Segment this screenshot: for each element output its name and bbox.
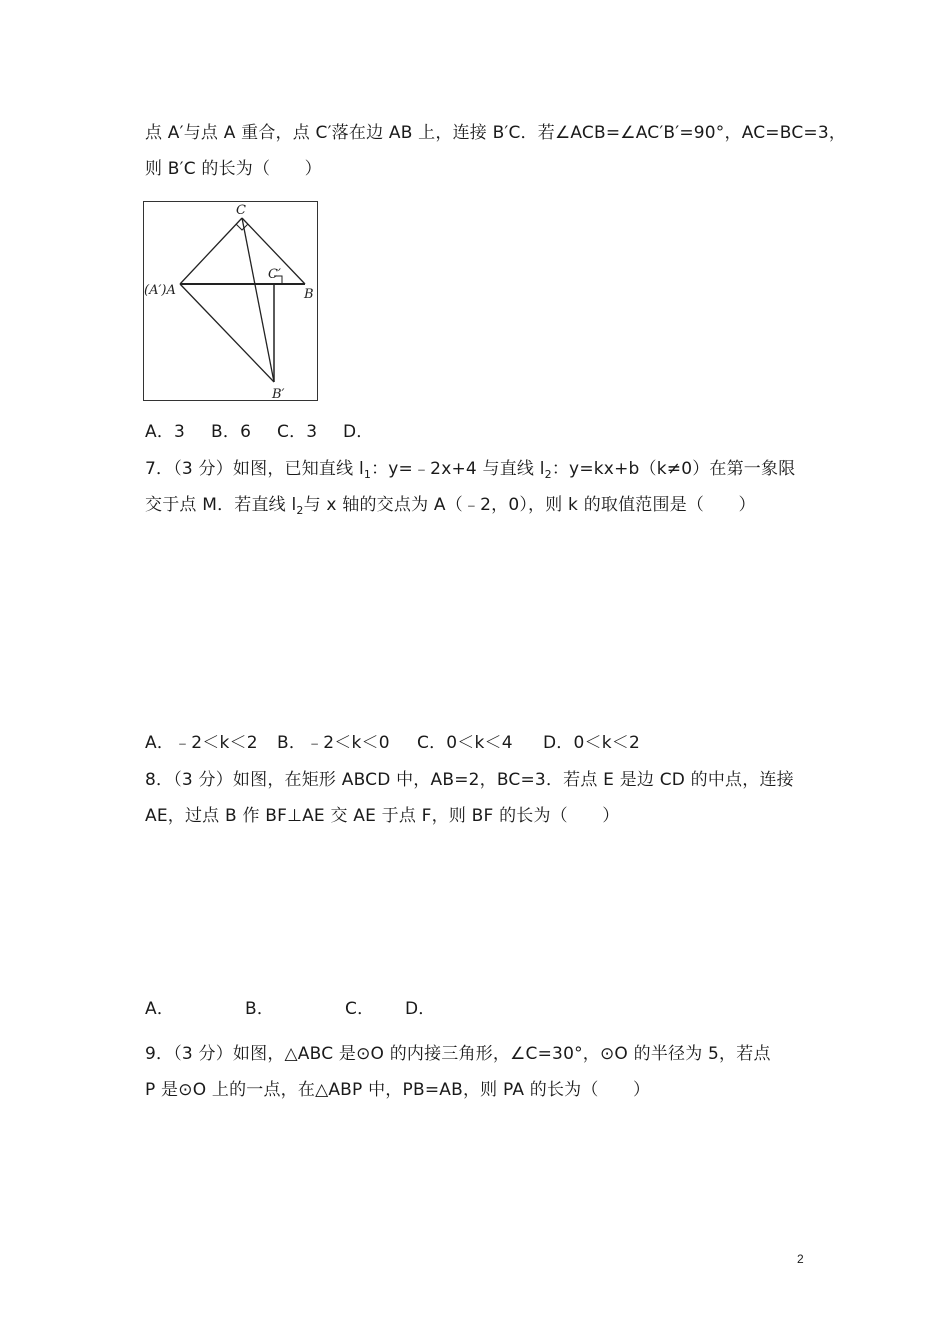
q7-text-line-2: [145, 494, 756, 516]
q7-subscript-1: 1: [363, 468, 372, 481]
label-a: (A′)A: [144, 283, 176, 298]
q6-text-line-2: 则 B′C 的长为（ ）: [145, 159, 322, 179]
q7-text-part-2: ：y=﹣2x+4 与直线 l: [371, 459, 545, 479]
segment-b-prime-c: [242, 218, 274, 382]
page-number: 2: [797, 1252, 804, 1266]
q7-option-c: C．0＜k＜4: [417, 733, 513, 753]
q9-text-line-1: 9．（3 分）如图，△ABC 是⊙O 的内接三角形，∠C=30°，⊙O 的半径为 5，若点: [145, 1044, 771, 1064]
q9-text-line-2: P 是⊙O 上的一点，在△ABP 中，PB=AB，则 PA 的长为（ ）: [145, 1080, 651, 1100]
label-b-prime: B′: [272, 387, 285, 402]
q7-text-part-3: ：y=kx+b（k≠0）在第一象限: [551, 459, 796, 479]
segment-ac: [180, 218, 242, 284]
q6-option-d: D．: [343, 422, 374, 442]
q8-option-b: B．: [245, 999, 275, 1019]
q6-option-a: A．3: [145, 422, 186, 442]
q7-text-part-1: 7．（3 分）如图，已知直线 l: [145, 459, 364, 479]
q7-option-b: B．﹣2＜k＜0: [277, 733, 390, 753]
right-angle-mark-c: [236, 224, 248, 230]
q7-subscript-3: 2: [296, 504, 304, 517]
q6-geometry-diagram: [144, 202, 319, 402]
segment-ab-prime: [180, 284, 274, 382]
q6-option-b: B．6: [211, 422, 252, 442]
q6-figure: [143, 201, 318, 401]
q7-options: [145, 732, 640, 754]
q8-options: [145, 998, 436, 1020]
q6-option-c: C．3: [277, 422, 318, 442]
q7-subscript-2: 2: [544, 468, 552, 481]
q6-text-line-1: 点 A′与点 A 重合，点 C′落在边 AB 上，连接 B′C．若∠ACB=∠AC′B′=90°，AC=BC=3，: [145, 123, 847, 143]
q8-text-line-2: AE，过点 B 作 BF⊥AE 交 AE 于点 F，则 BF 的长为（ ）: [145, 806, 620, 826]
q8-option-d: D．: [405, 999, 436, 1019]
q8-text-line-1: 8．（3 分）如图，在矩形 ABCD 中，AB=2，BC=3．若点 E 是边 CD 的中点，连接: [145, 770, 794, 790]
q7-text-part-5: 与 x 轴的交点为 A（﹣2，0），则 k 的取值范围是（ ）: [303, 495, 756, 515]
q6-options: [145, 421, 374, 443]
label-c: C: [236, 203, 246, 218]
q8-option-c: C．: [345, 999, 375, 1019]
q7-option-d: D．0＜k＜2: [543, 733, 640, 753]
label-b: B: [304, 287, 314, 302]
q7-text-line-1: [145, 458, 795, 480]
q7-text-part-4: 交于点 M．若直线 l: [145, 495, 297, 515]
q8-option-a: A．: [145, 999, 175, 1019]
label-c-prime: C′: [268, 267, 281, 282]
q7-option-a: A．﹣2＜k＜2: [145, 733, 258, 753]
